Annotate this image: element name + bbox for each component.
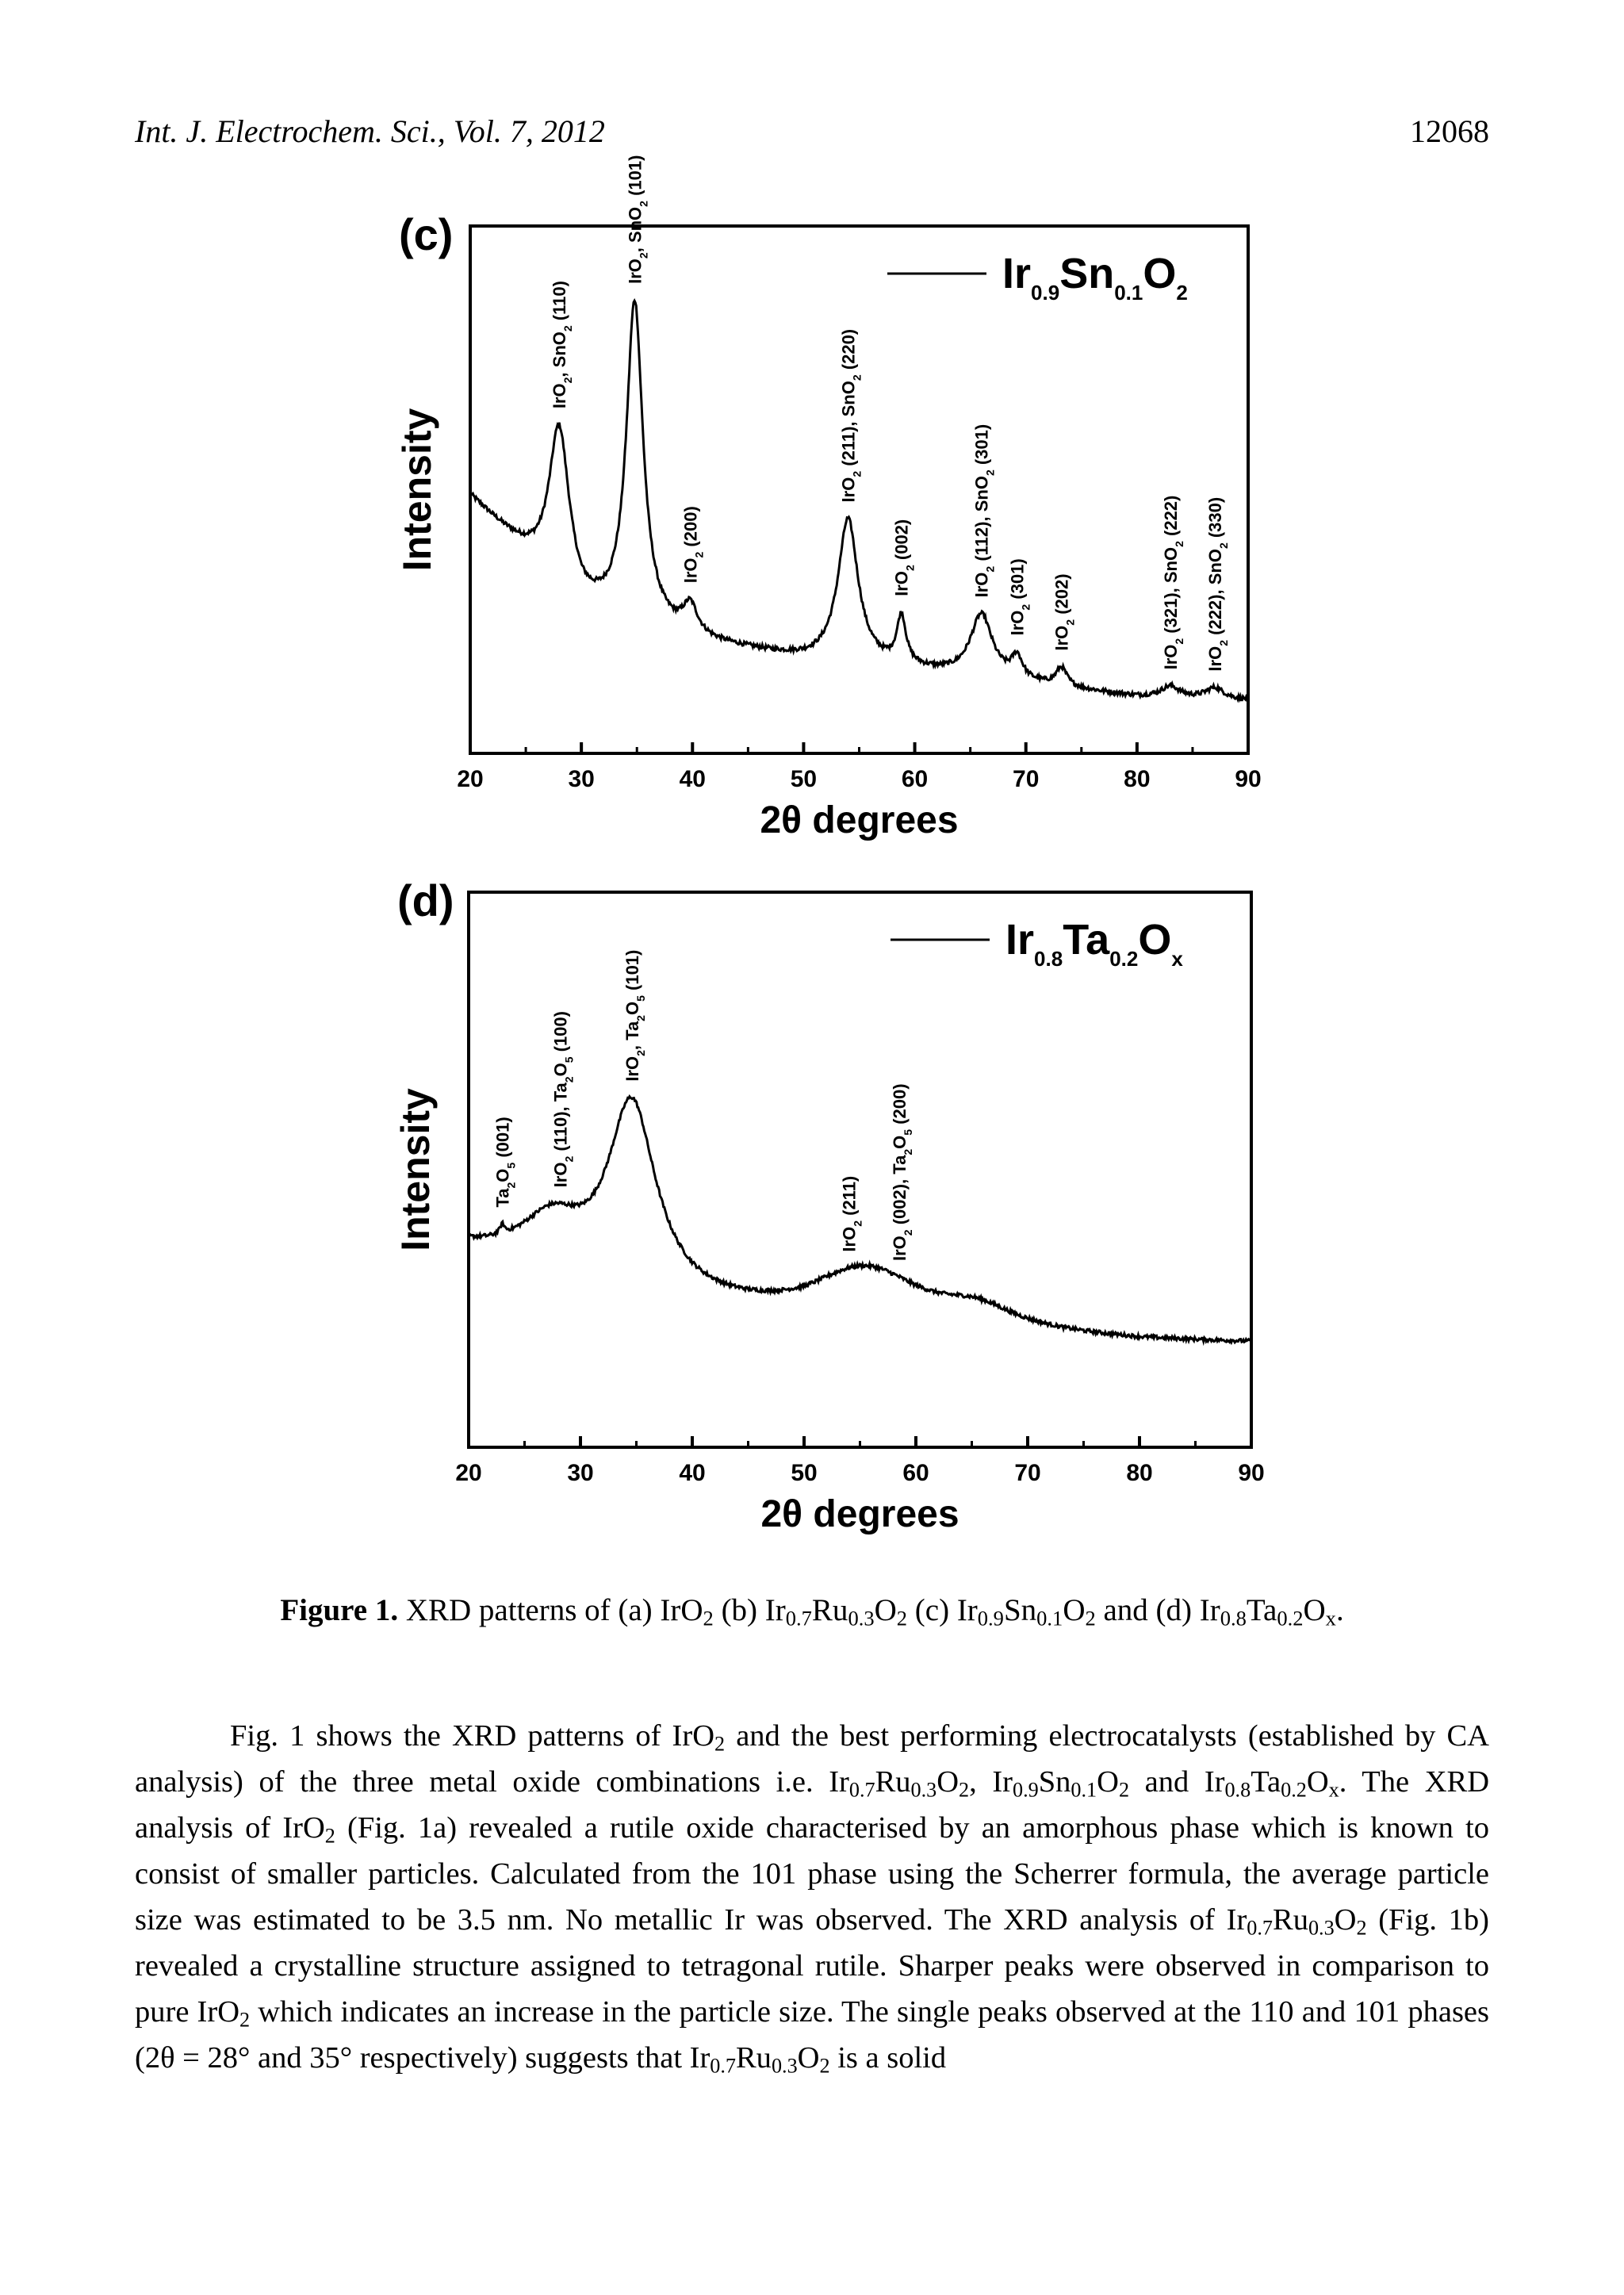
- x-tick-label: 80: [1126, 1460, 1153, 1486]
- peak-annotation: IrO$_2$ (112), SnO$_2$ (301): [971, 423, 997, 598]
- y-axis-label: Intensity: [395, 408, 439, 572]
- peak-annotation: IrO$_2$ (211): [839, 1175, 864, 1252]
- x-tick-label: 40: [679, 1460, 706, 1486]
- peak-annotation: IrO$_2$ (002), $Ta_2O_5$ (200): [889, 1083, 914, 1261]
- x-tick-label: 90: [1238, 1460, 1265, 1486]
- peak-annotation: IrO$_2$ (002): [891, 519, 917, 596]
- plot-frame: [469, 892, 1251, 1447]
- x-tick-label: 20: [457, 766, 484, 792]
- peak-annotation: IrO$_2$, SnO$_2$ (101): [625, 155, 650, 284]
- chart-panel-d: [393, 875, 1265, 1535]
- x-tick-label: 60: [902, 1460, 929, 1486]
- caption-label: Figure 1.: [280, 1593, 399, 1627]
- x-tick-label: 80: [1124, 766, 1151, 792]
- peak-annotation: IrO$_2$, $Ta_2O_5$ (101): [622, 949, 647, 1082]
- y-axis-label: Intensity: [393, 1088, 438, 1251]
- peak-annotation: IrO$_2$ (321), SnO$_2$ (222): [1160, 495, 1185, 670]
- peak-annotation: IrO$_2$ (301): [1007, 558, 1032, 636]
- x-tick-label: 30: [568, 766, 595, 792]
- x-tick-label: 70: [1014, 1460, 1041, 1486]
- x-tick-label: 50: [791, 1460, 818, 1486]
- x-axis-label: 2θ degrees: [760, 1493, 959, 1535]
- paragraph-text: Fig. 1 shows the XRD patterns of IrO$_2$ and the best performing electrocatalysts (established by CA analysis) of the three metal oxide combinations i.e. $Ir_{0.7}Ru_{0.3}O_2$, $Ir_{0.9}Sn_{0.1}O_2$ and $Ir_{0.8}Ta_{0.2}O_x$. The XRD analysis of IrO$_2$ (Fig. 1a) revealed a rutile oxide characterised by an amorphous phase which is known to consist of smaller particles. Calculated from the 101 phase using the Scherrer formula, the average particle size was estimated to be 3.5 nm. No metallic Ir was observed. The XRD analysis of $Ir_{0.7}Ru_{0.3}O_2$ (Fig. 1b) revealed a crystalline structure assigned to tetragonal rutile. Sharper peaks were observed in comparison to pure IrO$_2$ which indicates an increase in the particle size. The single peaks observed at the 110 and 101 phases (2θ = 28° and 35° respectively) suggests that $Ir_{0.7}Ru_{0.3}O_2$ is a solid: [135, 1719, 1490, 2078]
- x-tick-label: 30: [567, 1460, 594, 1486]
- caption-text: XRD patterns of (a) IrO$_2$ (b) $Ir_{0.7}Ru_{0.3}O_2$ (c) $Ir_{0.9}Sn_{0.1}O_2$ and (d) $Ir_{0.8}Ta_{0.2}O_x$.: [405, 1593, 1344, 1630]
- x-tick-label: 90: [1235, 766, 1262, 792]
- peak-annotation: IrO$_2$ (200): [680, 506, 706, 584]
- body-paragraph: [135, 1713, 1489, 2081]
- chart-panel-c: [395, 155, 1262, 841]
- panel-label: (d): [397, 875, 454, 925]
- peak-annotation: IrO$_2$ (211), SnO$_2$ (220): [838, 328, 864, 503]
- peak-annotation: IrO$_2$ (202): [1051, 573, 1077, 651]
- peak-annotation: IrO$_2$ (110), $Ta_2O_5$ (100): [550, 1010, 576, 1188]
- x-tick-label: 60: [901, 766, 929, 792]
- legend-label: $Ir_{0.9}Sn_{0.1}O_2$: [1002, 250, 1188, 305]
- peak-annotation: IrO$_2$ (222), SnO$_2$ (330): [1205, 496, 1230, 672]
- xrd-curve: [470, 301, 1248, 700]
- x-axis-label: 2θ degrees: [760, 799, 959, 841]
- legend-label: $Ir_{0.8}Ta_{0.2}O_x$: [1005, 916, 1183, 971]
- xrd-curve: [469, 1097, 1251, 1343]
- figure-caption: [0, 1592, 1624, 1628]
- page-number: 12068: [1410, 113, 1489, 149]
- x-tick-label: 70: [1013, 766, 1040, 792]
- peak-annotation: IrO$_2$, SnO$_2$ (110): [550, 281, 575, 409]
- plot-frame: [470, 226, 1248, 753]
- x-tick-label: 50: [790, 766, 818, 792]
- panel-label: (c): [399, 209, 454, 259]
- x-tick-label: 40: [679, 766, 706, 792]
- journal-citation: Int. J. Electrochem. Sci., Vol. 7, 2012: [135, 113, 605, 149]
- peak-annotation: $Ta_2O_5$ (001): [492, 1117, 518, 1208]
- x-tick-label: 20: [455, 1460, 482, 1486]
